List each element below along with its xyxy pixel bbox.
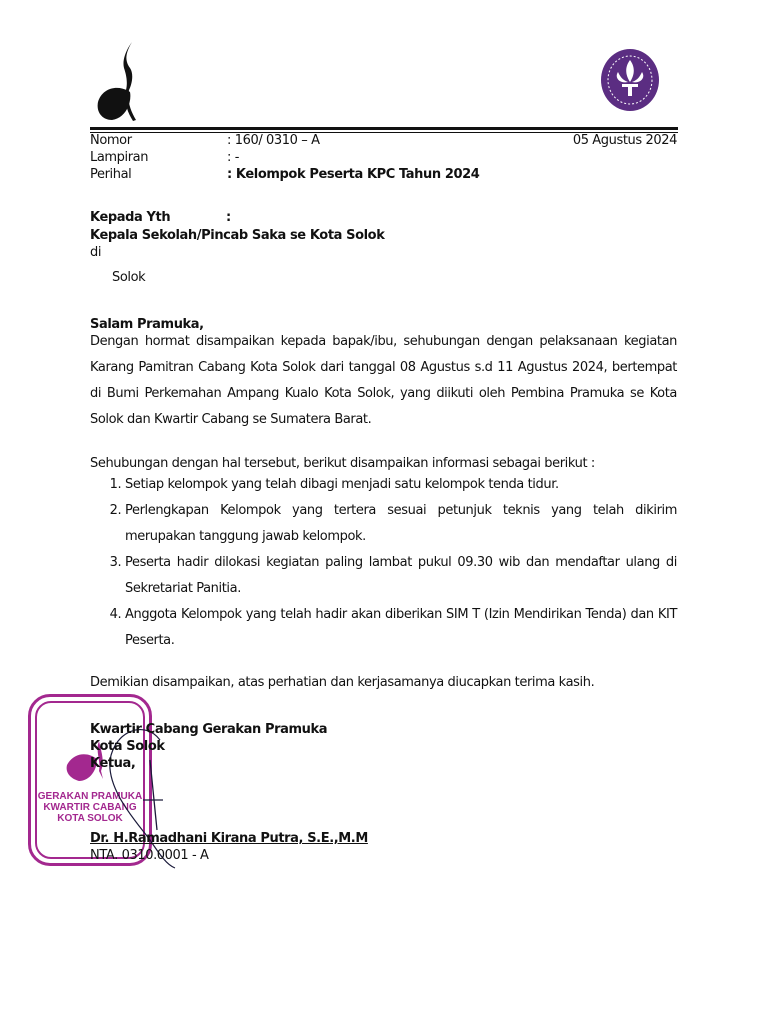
- meta-nomor: [90, 133, 680, 151]
- letter-date: 05 Agustus 2024: [572, 133, 677, 148]
- meta-perihal: [90, 167, 680, 185]
- signature-block: [37, 721, 677, 864]
- meta-label: Nomor: [90, 133, 132, 148]
- meta-value: : Kelompok Peserta KPC Tahun 2024: [227, 167, 480, 182]
- meta-label: Lampiran: [90, 150, 149, 165]
- world-scout-emblem-icon: [600, 48, 660, 112]
- signatory-nta: NTA. 0310.0001 - A: [90, 848, 209, 863]
- list-item: 2. Perlengkapan Kelompok yang tertera sesuai petunjuk teknis yang telah dikirim merupakan tanggung jawab kelompok.: [125, 498, 677, 550]
- header-rule: [90, 127, 678, 130]
- tunas-kelapa-icon: [96, 40, 146, 122]
- greeting: Salam Pramuka,: [90, 317, 204, 332]
- closing: Demikian disampaikan, atas perhatian dan kerjasamanya diucapkan terima kasih.: [90, 675, 595, 690]
- stamp-text: KOTA SOLOK: [57, 813, 123, 824]
- meta-value: : 160/ 0310 – A: [227, 133, 320, 148]
- list-item: 4. Anggota Kelompok yang telah hadir akan diberikan SIM T (Izin Mendirikan Tenda) dan KIT Peserta.: [125, 602, 677, 654]
- stamp-text: KWARTIR CABANG: [43, 802, 137, 813]
- list-item: 3. Peserta hadir dilokasi kegiatan paling lambat pukul 09.30 wib dan mendaftar ulang di Sekretariat Panitia.: [125, 550, 677, 602]
- recipient-colon: :: [226, 210, 231, 225]
- info-list: [90, 472, 677, 654]
- recipient-row: [90, 209, 677, 226]
- letter-body: [37, 209, 677, 864]
- list-item: 1. Setiap kelompok yang telah dibagi menjadi satu kelompok tenda tidur.: [125, 472, 677, 498]
- signatory-name: Dr. H.Ramadhani Kirana Putra, S.E.,M.M: [90, 831, 368, 846]
- signature-city: Kota Solok: [90, 739, 165, 754]
- recipient-place: Solok: [112, 270, 146, 285]
- signature-org: Kwartir Cabang Gerakan Pramuka: [90, 722, 328, 737]
- intro-paragraph: Dengan hormat disampaikan kepada bapak/ibu, sehubungan dengan pelaksanaan kegiatan Karang Pamitran Cabang Kota Solok dari tanggal 08 Agustus s.d 11 Agustus 2024, bertempat di Bumi Perkemahan Ampang Kualo Kota Solok, yang diikuti oleh Pembina Pramuka se Kota Solok dan Kwartir Cabang se Sumatera Barat.: [90, 334, 677, 427]
- recipient-name: Kepala Sekolah/Pincab Saka se Kota Solok: [90, 228, 385, 243]
- recipient-di: di: [90, 245, 102, 260]
- recipient-label: Kepada Yth: [90, 210, 171, 225]
- stamp-text: GERAKAN PRAMUKA: [37, 791, 143, 802]
- list-intro: Sehubungan dengan hal tersebut, berikut disampaikan informasi sebagai berikut :: [90, 456, 595, 471]
- meta-lampiran: [90, 150, 680, 168]
- signature-role: Ketua,: [90, 756, 136, 771]
- meta-label: Perihal: [90, 167, 132, 182]
- meta-value: : -: [227, 150, 240, 165]
